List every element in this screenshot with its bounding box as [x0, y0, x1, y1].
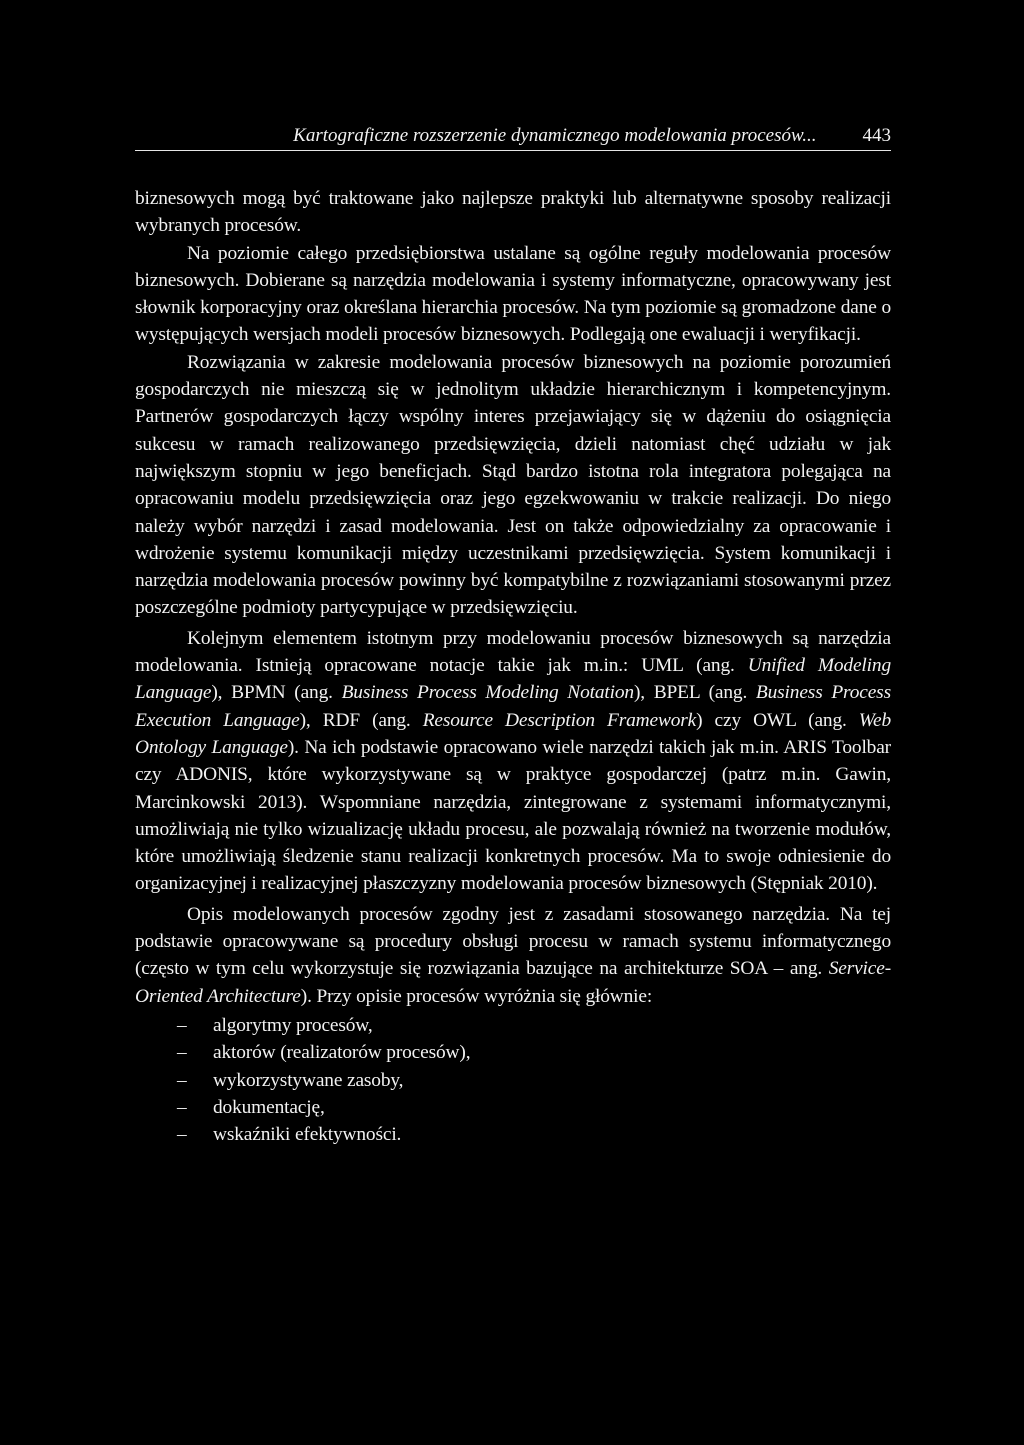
p4-text-1: Kolejnym elementem istotnym przy modelowaniu procesów biznesowych są narzędzia modelowania. Istnieją opracowane notacje takie jak m.in.: UML (ang.	[135, 627, 891, 677]
paragraph-4	[135, 625, 891, 898]
p4-text-5: ) czy OWL (ang.	[696, 709, 859, 731]
list-item	[135, 1012, 891, 1039]
list-item	[135, 1039, 891, 1066]
page-number: 443	[862, 125, 891, 146]
p5-text-2: ). Przy opisie procesów wyróżnia się głównie:	[300, 985, 653, 1007]
list-item-text: wykorzystywane zasoby,	[213, 1069, 404, 1091]
paragraph-5	[135, 901, 891, 1010]
list-item-text: wskaźniki efektywności.	[213, 1124, 402, 1146]
p4-italic-rdf: Resource Description Framework	[422, 709, 697, 731]
p5-text-1: Opis modelowanych procesów zgodny jest z zasadami stosowanego narzędzia. Na tej podstawie opracowywane są procedury obsługi procesu w ramach systemu informatycznego (często w tym celu wykorzystuje się rozwiązania bazujące na architekturze SOA – ang.	[135, 903, 891, 980]
p4-italic-bpmn: Business Process Modeling Notation	[341, 682, 634, 704]
list-item-text: aktorów (realizatorów procesów),	[213, 1042, 471, 1064]
paragraph-3: Rozwiązania w zakresie modelowania procesów biznesowych na poziomie porozumień gospodarczych nie mieszczą się w jednolitym układzie hierarchicznym i kompetencyjnym. Partnerów gospodarczych łączy wspólny interes przejawiający się w dążeniu do osiągnięcia sukcesu w ramach realizowanego przedsięwzięcia, dzieli natomiast chęć udziału w jak największym stopniu w jego beneficjach. Stąd bardzo istotna rola integratora polegająca na opracowaniu modelu przedsięwzięcia oraz jego egzekwowaniu w trakcie realizacji. Do niego należy wybór narzędzi i zasad modelowania. Jest on także odpowiedzialny za opracowanie i wdrożenie systemu komunikacji między uczestnikami przedsięwzięcia. System komunikacji i narzędzia modelowania procesów powinny być kompatybilne z rozwiązaniami stosowanymi przez poszczególne podmioty partycypujące w przedsięwzięciu.	[135, 351, 891, 619]
list-dash: –	[177, 1096, 187, 1118]
paragraph-1: biznesowych mogą być traktowane jako najlepsze praktyki lub alternatywne sposoby realizacji wybranych procesów.	[135, 188, 891, 237]
list-item-text: algorytmy procesów,	[213, 1014, 373, 1036]
p4-text-4: ), RDF (ang.	[299, 709, 423, 731]
p4-text-3: ), BPEL (ang.	[633, 682, 756, 704]
list-dash: –	[177, 1069, 187, 1091]
list-item-text: dokumentację,	[213, 1096, 325, 1118]
p4-text-2: ), BPMN (ang.	[211, 682, 342, 704]
list-item	[135, 1067, 891, 1094]
p4-italic-owl: Web Ontology Language	[135, 709, 892, 758]
list-dash: –	[177, 1124, 187, 1146]
p5-italic-soa: Service-Oriented Architecture	[135, 958, 891, 1007]
list-item	[135, 1094, 891, 1121]
list-dash: –	[177, 1042, 187, 1064]
paragraph-2: Na poziomie całego przedsiębiorstwa ustalane są ogólne reguły modelowania procesów biznesowych. Dobierane są narzędzia modelowania i systemy informatyczne, opracowywany jest słownik korporacyjny oraz określana hierarchia procesów. Na tym poziomie są gromadzone dane o występujących wersjach modeli procesów biznesowych. Podlegają one ewaluacji i weryfikacji.	[135, 242, 891, 346]
list-item	[135, 1121, 891, 1148]
running-header	[135, 124, 891, 151]
list-dash: –	[177, 1014, 187, 1036]
p4-text-6: ). Na ich podstawie opracowano wiele narzędzi takich jak m.in. ARIS Toolbar czy ADONIS, które wykorzystywane są w praktyce gospodarczej (patrz m.in. Gawin, Marcinkowski 2013). Wspomniane narzędzia, zintegrowane z systemami informatycznymi, umożliwiają nie tylko wizualizację układu procesu, ale pozwalają również na tworzenie modułów, które umożliwiają śledzenie stanu realizacji konkretnych procesów. Ma to swoje odniesienie do organizacyjnej i realizacyjnej płaszczyzny modelowania procesów biznesowych (Stępniak 2010).	[135, 736, 891, 895]
p4-italic-bpel: Business Process Execution Language	[135, 682, 891, 731]
process-elements-list	[135, 1012, 891, 1148]
body-text	[135, 185, 891, 1148]
running-title: Kartograficzne rozszerzenie dynamicznego modelowania procesów...	[293, 125, 817, 146]
p4-italic-uml: Unified Modeling Language	[135, 655, 891, 704]
